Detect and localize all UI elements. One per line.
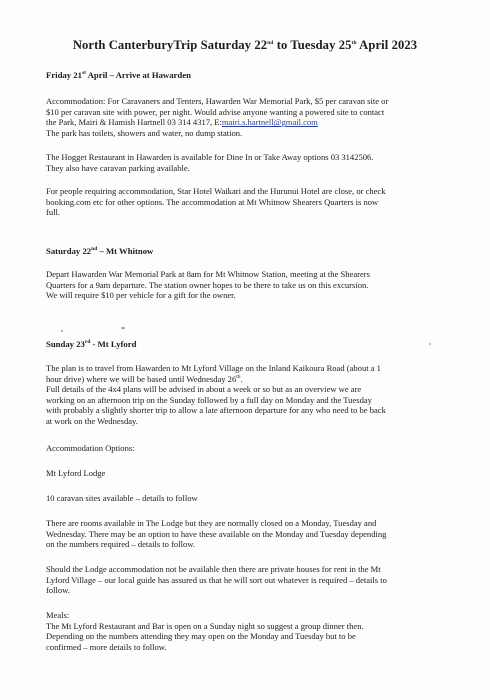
accommodation-options-label [46,443,458,454]
sunday-plan-paragraph [46,363,458,427]
heading-superscript: st [81,70,86,77]
page-title [0,38,490,53]
text-line: 10 caravan sites available – details to follow [46,493,198,503]
private-houses-paragraph [46,564,458,596]
text-line [46,117,458,128]
friday-hotels-paragraph [46,186,458,218]
text-line: booking.com etc for other options. The accommodation at Mt Whitnow Shearers Quarters is now [46,196,379,207]
heading-superscript: rd [84,339,91,346]
friday-heading [46,70,458,81]
text-line: The Mt Lyford Restaurant and Bar is open on a Sunday night so suggest a group dinner then. [46,620,364,631]
text-line: follow. [46,585,70,596]
lodge-name [46,468,458,479]
superscript: th [236,373,241,380]
scan-speck [429,343,431,345]
text-line: Mt Lyford Lodge [46,468,106,478]
heading-text: - Mt Lyford [90,339,137,349]
title-superscript: th [351,39,357,46]
heading-superscript: nd [91,246,98,253]
title-superscript: nd [267,39,274,46]
scan-speck [121,327,125,329]
text-line [46,374,458,385]
text-line: with probably a slightly shorter trip to allow a late afternoon departure for any who need to be back [46,405,386,416]
text-line: Lyford Village – our local guide has assured us that he will sort out whatever is required – details to [46,574,387,585]
email-link[interactable]: mairi.s.hartnell@gmail.com [221,117,318,128]
text-line: The Hogget Restaurant in Hawarden is available for Dine In or Take Away options 03 3142506. [46,152,374,162]
heading-text: Sunday 23 [46,339,85,349]
text-line: Wednesday. There may be an option to have these available on the Monday and Tuesday depending [46,528,387,539]
text-line: Should the Lodge accommodation not be available then there are private houses for rent in the Mt [46,564,381,574]
caravan-sites-line [46,493,458,504]
text-line: Meals: [46,610,70,620]
text-line: at work on the Wednesday. [46,415,138,426]
text-line: $10 per caravan site with power, per night. Would advise anyone wanting a powered site to contact [46,106,385,117]
text-line: For people requiring accommodation, Star Hotel Waikari and the Hurunui Hotel are close, or check [46,186,386,196]
friday-restaurant-paragraph [46,152,458,173]
text-line: Accommodation Options: [46,443,135,453]
text-span: hour drive) where we will be based until Wednesday 26 [46,373,237,384]
text-line: The park has toilets, showers and water, no dump station. [46,127,243,138]
text-line: on the numbers required – details to follow. [46,539,195,550]
saturday-heading [46,246,458,257]
text-line: Depending on the numbers attending they may open on the Monday and Tuesday but to be [46,631,356,642]
heading-text: Saturday 22 [46,246,92,256]
text-line: Depart Hawarden War Memorial Park at 8am for Mt Whitnow Station, meeting at the Shearers [46,269,370,279]
sunday-heading [46,339,458,350]
title-text: North CanterburyTrip Saturday 22 [72,38,268,52]
text-line: They also have caravan parking available. [46,162,190,173]
title-text: April 2023 [356,38,418,52]
text-line: Quarters for a 9am departure. The station owner hopes to be there to take us on this excursion. [46,279,369,290]
scan-speck [61,330,63,332]
text-line: Full details of the 4x4 plans will be advised in about a week or so but as an overview we are [46,384,362,395]
text-line: working on an afternoon trip on the Sunday followed by a full day on Monday and the Tuesday [46,394,372,405]
text-line: full. [46,207,61,218]
text-line: confirmed – more details to follow. [46,641,167,652]
heading-text: April – Arrive at Hawarden [85,70,191,80]
text-line: The plan is to travel from Hawarden to Mt Lyford Village on the Inland Kaikoura Road (about a 1 [46,363,381,373]
text-span: . [240,373,243,384]
saturday-paragraph [46,269,458,301]
text-line: We will require $10 per vehicle for a gift for the owner. [46,290,236,301]
friday-accommodation-paragraph [46,96,458,138]
text-line: Accommodation: For Caravaners and Tenters, Hawarden War Memorial Park, $5 per caravan site or [46,96,389,106]
text-span: the Park, Mairi & Hamish Hartnell 03 314 4317, E: [46,117,222,128]
lodge-rooms-paragraph [46,518,458,550]
text-line: There are rooms available in The Lodge but they are normally closed on a Monday, Tuesday and [46,518,377,528]
meals-paragraph [46,610,458,652]
title-text: to Tuesday 25 [273,38,352,52]
heading-text: Friday 21 [46,70,82,80]
heading-text: – Mt Whitnow [97,246,154,256]
